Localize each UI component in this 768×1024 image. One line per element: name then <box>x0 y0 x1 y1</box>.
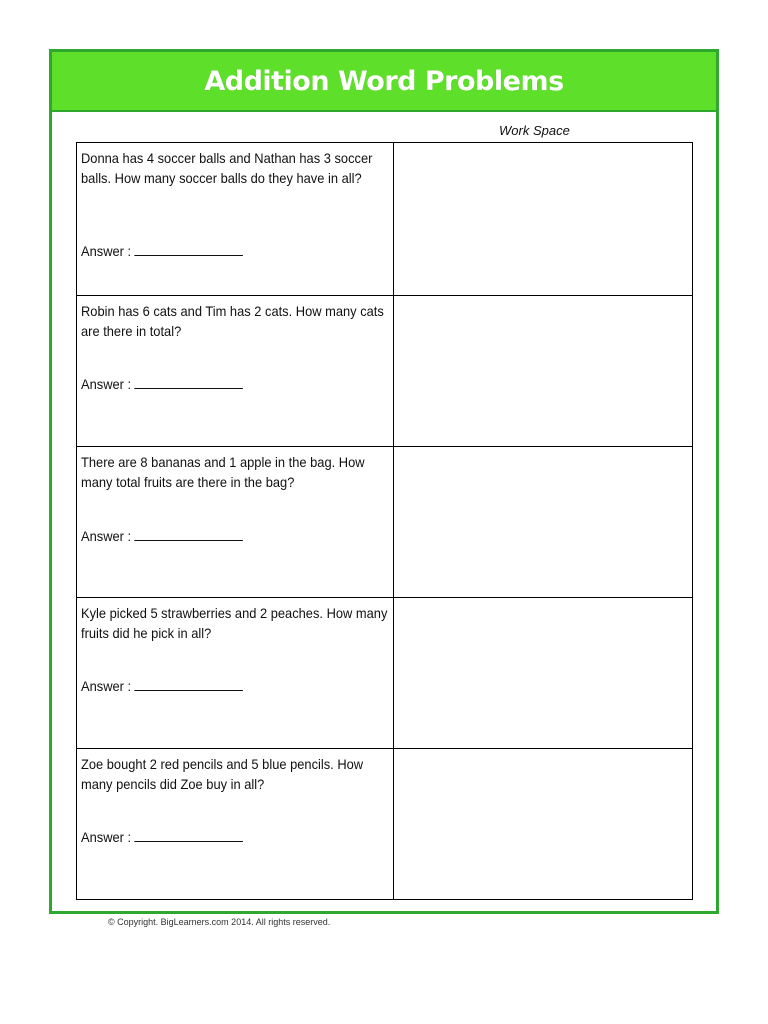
question-cell <box>77 447 394 597</box>
answer-label: Answer : <box>81 243 132 259</box>
question-text: Zoe bought 2 red pencils and 5 blue pencils. How many pencils did Zoe buy in all? <box>81 756 364 792</box>
worksheet-frame <box>49 49 719 914</box>
title-banner <box>52 52 716 112</box>
answer-line[interactable] <box>135 679 244 691</box>
answer-field[interactable] <box>81 829 243 845</box>
work-space-cell[interactable] <box>394 598 692 748</box>
question-cell <box>77 598 394 748</box>
answer-label: Answer : <box>81 528 132 544</box>
question-text: Donna has 4 soccer balls and Nathan has 3 soccer balls. How many soccer balls do they have in all? <box>81 150 373 186</box>
work-space-cell[interactable] <box>394 447 692 597</box>
problem-row <box>77 143 692 295</box>
work-space-cell[interactable] <box>394 143 692 295</box>
work-space-cell[interactable] <box>394 296 692 446</box>
answer-field[interactable] <box>81 376 243 392</box>
answer-label: Answer : <box>81 376 132 392</box>
question-text: Robin has 6 cats and Tim has 2 cats. How many cats are there in total? <box>81 303 384 339</box>
problem-row <box>77 446 692 597</box>
answer-field[interactable] <box>81 678 243 694</box>
worksheet-title: Addition Word Problems <box>204 65 564 97</box>
answer-line[interactable] <box>135 377 244 389</box>
question-cell <box>77 143 394 295</box>
work-space-label: Work Space <box>499 123 570 138</box>
problem-row <box>77 295 692 446</box>
copyright-notice: © Copyright. BigLearners.com 2014. All rights reserved. <box>108 917 331 927</box>
answer-field[interactable] <box>81 528 243 544</box>
answer-line[interactable] <box>135 244 244 256</box>
work-space-cell[interactable] <box>394 749 692 899</box>
problems-table <box>76 142 693 900</box>
question-cell <box>77 749 394 899</box>
answer-field[interactable] <box>81 243 243 259</box>
problem-row <box>77 748 692 899</box>
answer-label: Answer : <box>81 829 132 845</box>
question-text: There are 8 bananas and 1 apple in the bag. How many total fruits are there in the bag? <box>81 454 365 490</box>
question-text: Kyle picked 5 strawberries and 2 peaches. How many fruits did he pick in all? <box>81 605 388 641</box>
answer-line[interactable] <box>135 830 244 842</box>
question-cell <box>77 296 394 446</box>
answer-label: Answer : <box>81 678 132 694</box>
answer-line[interactable] <box>135 529 244 541</box>
problem-row <box>77 597 692 748</box>
